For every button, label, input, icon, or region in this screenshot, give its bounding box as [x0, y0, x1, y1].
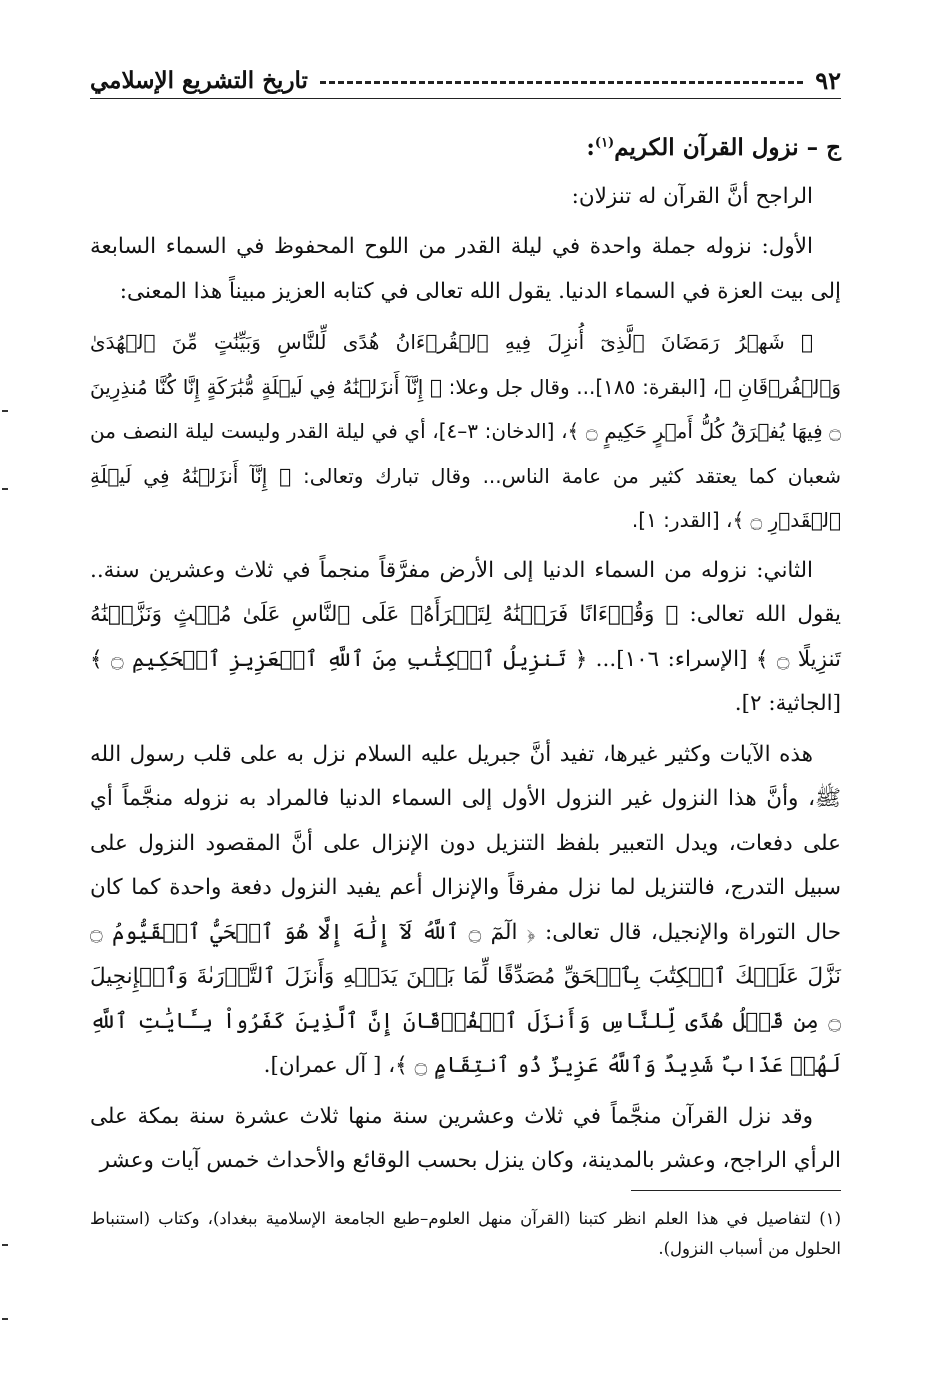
- revelation-period-paragraph: وقد نزل القرآن منجَّماً في ثلاث وعشرين سنة منها ثلاث عشرة سنة بمكة على الرأي الراجح، وعشر بالمدينة، وكان ينزل بحسب الوقائع والأحداث خمس آيات وعشر: [90, 1103, 841, 1173]
- footnote-text: (١) لتفاصيل في هذا العلم انظر كتبنا (القرآن منهل العلوم–طبع الجامعة الإسلامية ببغداد)، وكتاب (استنباط الحلول من أسباب النزول).: [90, 1209, 841, 1258]
- section-heading: [90, 126, 841, 171]
- scan-edge-mark: [2, 410, 8, 412]
- header-dotted-leader: [320, 81, 803, 84]
- scan-edge-mark: [2, 1318, 8, 1320]
- first-descent-paragraph: الأول: نزوله جملة واحدة في ليلة القدر من اللوح المحفوظ في السماء السابعة إلى بيت العزة في السماء الدنيا. يقول الله تعالى في كتابه العزيز مبيناً هذا المعنى:: [90, 234, 841, 304]
- section-heading-colon: :: [586, 134, 595, 161]
- section-heading-text: ج – نزول القرآن الكريم: [614, 134, 841, 161]
- footnote-reference: (١): [594, 135, 615, 151]
- footnote: [90, 1204, 841, 1264]
- footnote-separator: [631, 1190, 841, 1191]
- intro-paragraph: الراجح أنَّ القرآن له تنزلان:: [571, 183, 813, 209]
- second-descent-paragraph: الثاني: نزوله من السماء الدنيا إلى الأرض مفرَّقاً منجماً في ثلاث وعشرين سنة.. يقول الله تعالى: ﴿ وَقُرۡءَانًا فَرَقۡنَٰهُ لِتَقۡرَأَهُۥ عَلَى ٱلنَّاسِ عَلَىٰ مُكۡثٍ وَنَزَّلۡنَٰهُ تَنزِيلًا ۝ ﴾ [الإسراء: ١٠٦]... ﴿ تَنزِيلُ ٱلۡكِتَٰبِ مِنَ ٱللَّهِ ٱلۡعَزِيزِ ٱلۡحَكِيمِ ۝ ﴾ [الجاثية: ٢].: [90, 557, 841, 716]
- page-number: ٩٢: [815, 65, 841, 95]
- explanation-paragraph: هذه الآيات وكثير غيرها، تفيد أنَّ جبريل عليه السلام نزل به على قلب رسول الله ﷺ، وأنَّ هذا النزول غير النزول الأول إلى السماء الدنيا فالمراد به نزوله منجَّماً أي على دفعات، ويدل التعبير بلفظ التنزيل دون الإنزال على أنَّ المقصود النزول على سبيل التدرج، فالتنزيل لما نزل مفرقاً والإنزال أعم يفيد النزول دفعة واحدة كما كان حال التوراة والإنجيل، قال تعالى: ﴿ الٓمٓ ۝ ٱللَّهُ لَآ إِلَٰهَ إِلَّا هُوَ ٱلۡحَيُّ ٱلۡقَيُّومُ ۝ نَزَّلَ عَلَيۡكَ ٱلۡكِتَٰبَ بِٱلۡحَقِّ مُصَدِّقًا لِّمَا بَيۡنَ يَدَيۡهِ وَأَنزَلَ ٱلتَّوۡرَىٰةَ وَٱلۡإِنجِيلَ ۝ مِن قَبۡلُ هُدًى لِّلنَّاسِ وَأَنزَلَ ٱلۡفُرۡقَانَ إِنَّ ٱلَّذِينَ كَفَرُواْ بِـَٔايَٰتِ ٱللَّهِ لَهُمۡ عَذَابٌ شَدِيدٌ وَٱللَّهُ عَزِيزٌ ذُو ٱنتِقَامٍ ۝ ﴾، [ آل عمران].: [90, 741, 841, 1078]
- first-descent-verses: ﴿ شَهۡرُ رَمَضَانَ ٱلَّذِىٓ أُنزِلَ فِيهِ ٱلۡقُرۡءَانُ هُدًى لِّلنَّاسِ وَبَيِّنَٰتٍ مِّنَ ٱلۡهُدَىٰ وَٱلۡفُرۡقَانِ ﴾، [البقرة: ١٨٥]... وقال جل وعلا: ﴿ إِنَّآ أَنزَلۡنَٰهُ فِي لَيۡلَةٍ مُّبَٰرَكَةٍ إِنَّا كُنَّا مُنذِرِينَ ۝ فِيهَا يُفۡرَقُ كُلُّ أَمۡرٍ حَكِيمٍ ۝ ﴾، [الدخان: ٣–٤]، أي في ليلة القدر وليست ليلة النصف من شعبان كما يعتقد كثير من عامة الناس... وقال تبارك وتعالى: ﴿ إِنَّآ أَنزَلۡنَٰهُ فِي لَيۡلَةِ ٱلۡقَدۡرِ ۝ ﴾، [القدر: ١].: [90, 330, 842, 532]
- running-title: تاريخ التشريع الإسلامي: [90, 66, 308, 94]
- scan-edge-mark: [2, 488, 8, 490]
- main-text: [90, 126, 841, 1190]
- scan-edge-mark: [2, 1244, 8, 1246]
- running-header: [90, 62, 841, 99]
